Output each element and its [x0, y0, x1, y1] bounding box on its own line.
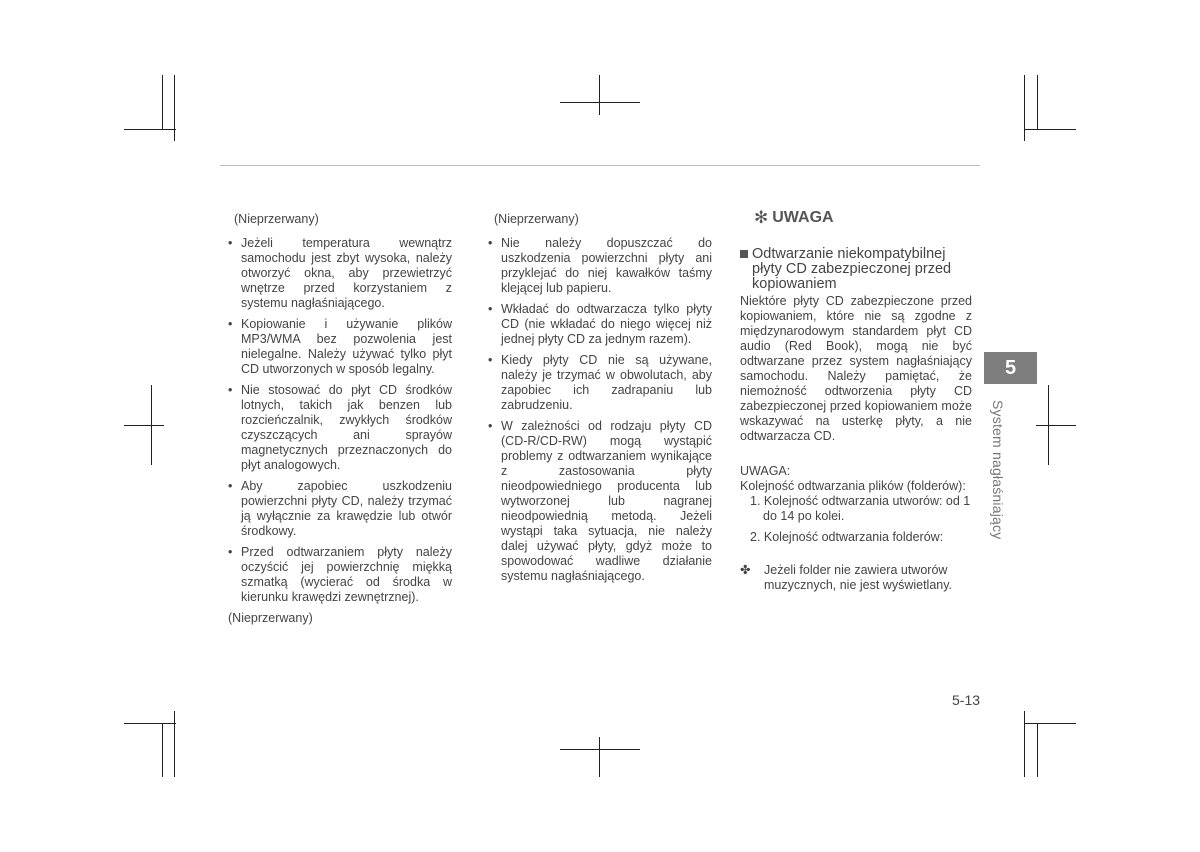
registration-mark: [560, 102, 640, 103]
crop-mark: [1037, 723, 1038, 777]
registration-mark: [1048, 385, 1049, 465]
crop-mark: [1037, 75, 1038, 129]
registration-mark: [560, 749, 640, 750]
list-item: • Przed odtwarzaniem płyty należy oczyścić jej powierzchnię miękką szmatką (wycierać od środka w kierunku krawędzi zewnętrznej).: [228, 545, 452, 605]
crop-mark: [162, 75, 163, 129]
folder-note-text: Jeżeli folder nie zawiera utworów muzycznych, nie jest wyświetlany.: [764, 563, 953, 592]
section-heading: Odtwarzanie niekompatybilnej płyty CD zabezpieczonej przed kopiowaniem: [728, 247, 972, 292]
list-item: 2. Kolejność odtwarzania folderów:: [750, 530, 944, 544]
folder-note: [740, 563, 972, 593]
crop-mark: [174, 75, 175, 141]
caution-title-text: UWAGA: [772, 209, 834, 226]
note-text: Kolejność odtwarzania plików (folderów):: [740, 479, 966, 493]
list-item: • W zależności od rodzaju płyty CD (CD-R/CD-RW) mogą wystąpić problemy z odtwarzaniem wynikające z zastosowania płyty nieodpowiedniego producenta lub wytworzonej lub nagranej nieodpowiednią metodą. Jeżeli wystąpi taka sytuacja, nie należy dalej używać płyty, gdyż może to spowodować wadliwe działanie systemu nagłaśniającego.: [488, 419, 712, 584]
registration-mark: [599, 75, 600, 115]
asterisk-icon: ✻: [754, 208, 769, 227]
chapter-tab: 5: [984, 352, 1037, 384]
list-item: • Kopiowanie i używanie plików MP3/WMA bez pozwolenia jest nielegalne. Należy używać tylko płyt CD utworzonych w sposób legalny.: [228, 317, 452, 377]
star-icon: ✤: [740, 563, 751, 577]
crop-mark: [162, 723, 163, 777]
column-middle: [488, 212, 712, 590]
crop-mark: [174, 711, 175, 777]
registration-mark: [124, 425, 164, 426]
page-number: 5-13: [952, 692, 981, 708]
registration-mark: [151, 385, 152, 465]
continued-label: (Nieprzerwany): [234, 212, 319, 226]
list-item: • Kiedy płyty CD nie są używane, należy je trzymać w obwolutach, aby zapobiec ich zadrapaniu lub zabrudzeniu.: [488, 353, 712, 413]
continued-label: (Nieprzerwany): [494, 212, 579, 226]
note-label: UWAGA:: [740, 464, 791, 478]
crop-mark: [1024, 723, 1076, 724]
list-item: • Nie stosować do płyt CD środków lotnych, takich jak benzen lub rozcieńczalnik, zwykłych środków czyszczących ani sprayów magnetycznych przeznaczonych do płyt analogowych.: [228, 383, 452, 473]
header-rule: [220, 165, 980, 166]
bullet-list: [488, 236, 712, 584]
column-left: [228, 212, 452, 626]
caution-title: [754, 210, 972, 225]
crop-mark: [1024, 711, 1025, 777]
list-item: • Nie należy dopuszczać do uszkodzenia powierzchni płyty ani przyklejać do niej kawałków taśmy klejącej lub papieru.: [488, 236, 712, 296]
list-item: 1. Kolejność odtwarzania utworów: od 1 do 14 po kolei.: [750, 494, 971, 523]
chapter-title: System nagłaśniający: [990, 400, 1006, 540]
crop-mark: [124, 129, 176, 130]
crop-mark: [1024, 75, 1025, 141]
square-bullet-icon: [740, 250, 748, 258]
column-right: [740, 210, 972, 593]
list-item: • Aby zapobiec uszkodzeniu powierzchni płyty CD, należy trzymać ją wyłącznie za krawędzie lub otwór środkowy.: [228, 479, 452, 539]
crop-mark: [124, 723, 176, 724]
bullet-list: [228, 236, 452, 605]
registration-mark: [1036, 425, 1076, 426]
section-text: Niektóre płyty CD zabezpieczone przed kopiowaniem, które nie są zgodne z międzynarodowym standardem płyt CD audio (Red Book), mogą nie być odtwarzane przez system nagłaśniający samochodu. Należy pamiętać, że niemożność odtworzenia płyty CD zabezpieczonej przed kopiowaniem może wskazywać na usterkę płyty, a nie odtwarzacza CD.: [740, 294, 972, 443]
list-item: • Jeżeli temperatura wewnątrz samochodu jest zbyt wysoka, należy otworzyć okna, aby przewietrzyć wnętrze przed korzystaniem z systemu nagłaśniającego.: [228, 236, 452, 311]
registration-mark: [599, 737, 600, 777]
continued-label: (Nieprzerwany): [228, 611, 313, 625]
order-list: [740, 494, 972, 545]
list-item: • Wkładać do odtwarzacza tylko płyty CD (nie wkładać do niego więcej niż jednej płyty CD za jednym razem).: [488, 302, 712, 347]
crop-mark: [1024, 129, 1076, 130]
